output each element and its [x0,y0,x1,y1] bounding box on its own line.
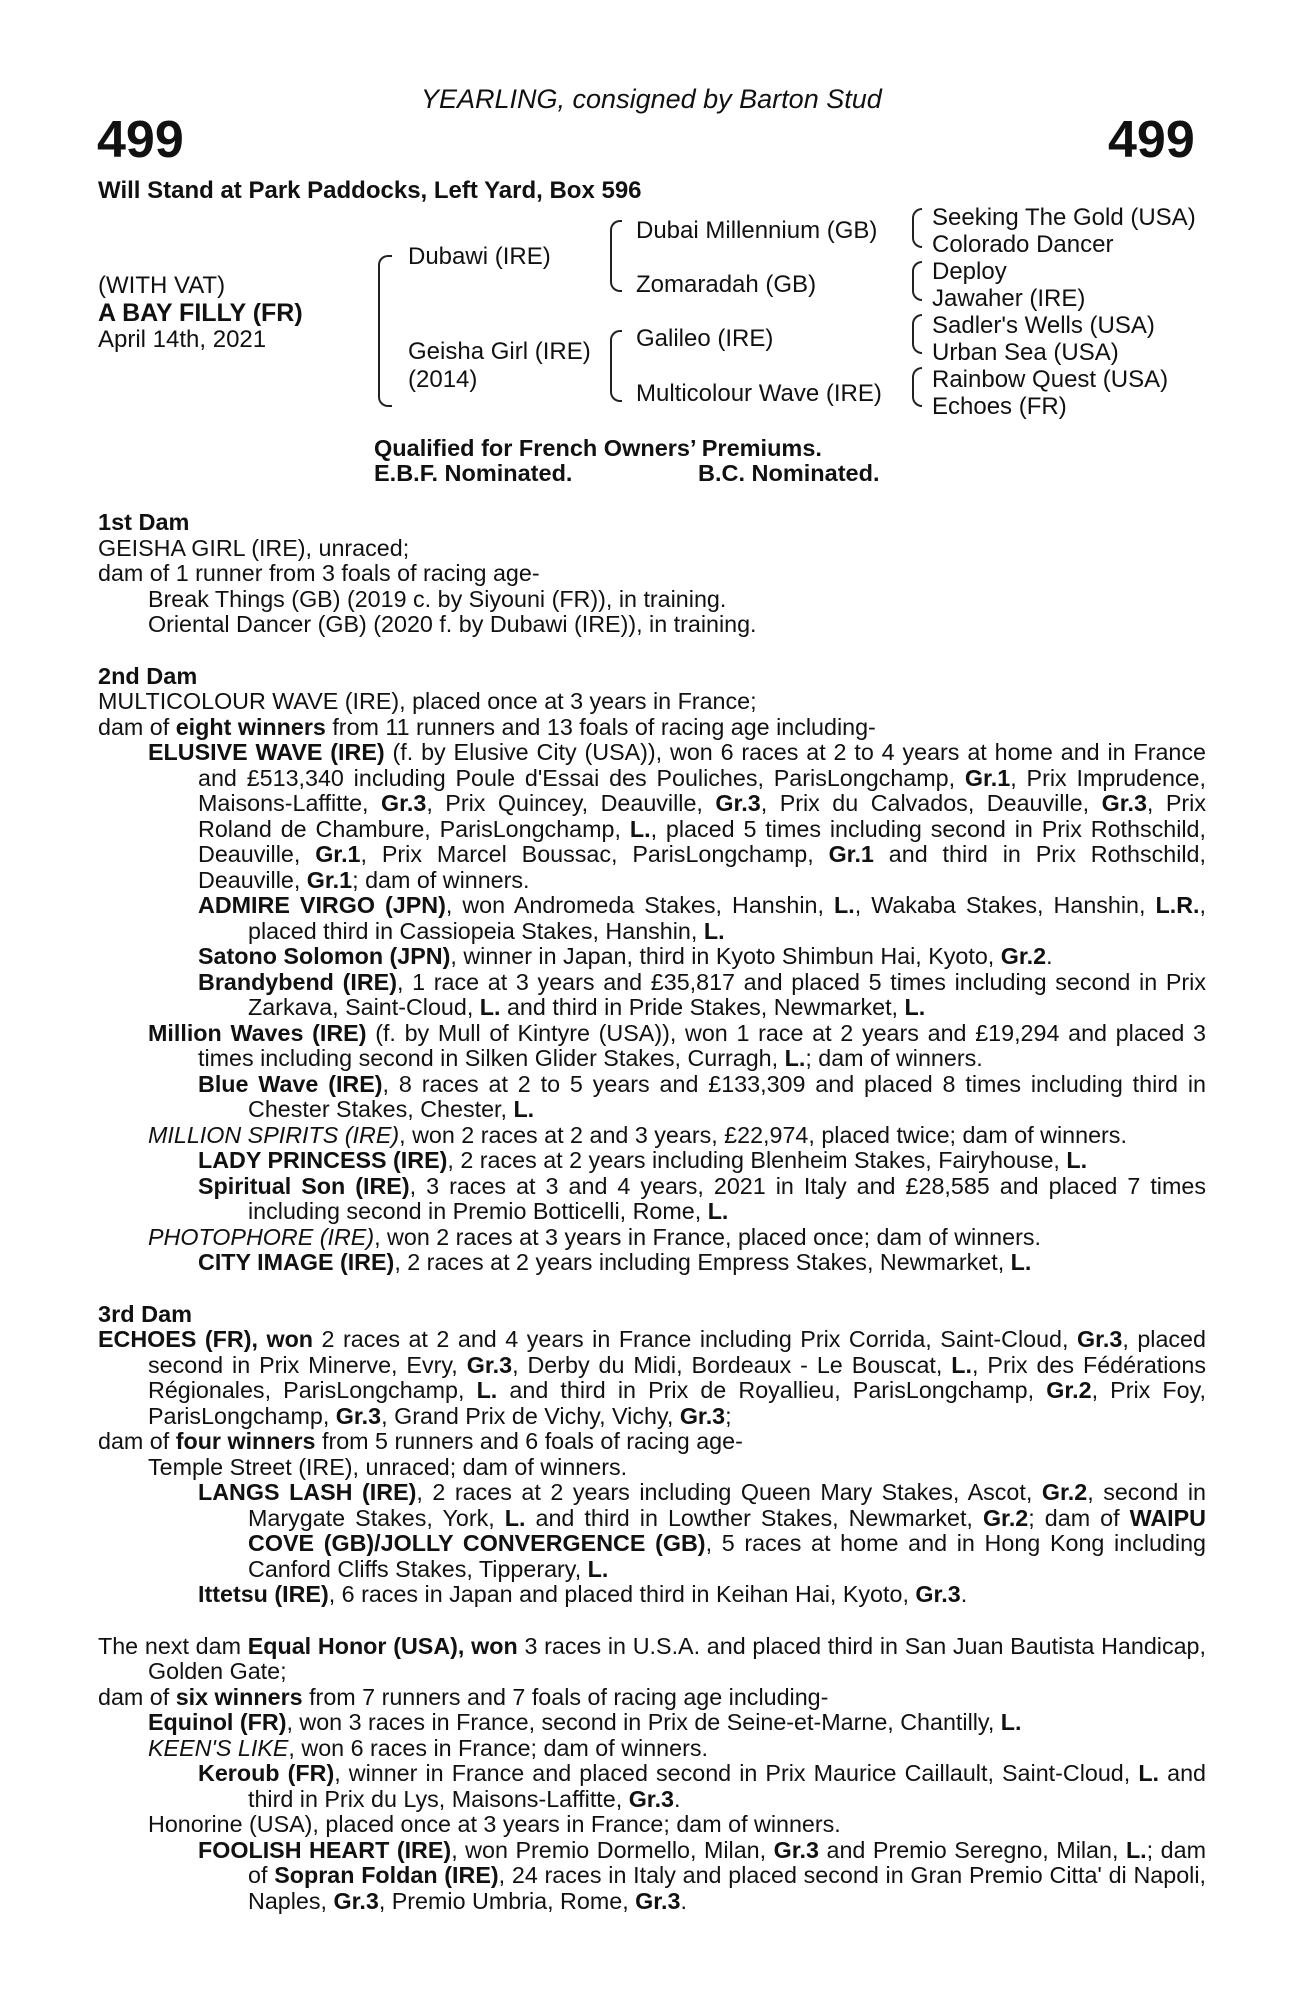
produce-entry: Keroub (FR), winner in France and placed second in Prix Maurice Caillault, Saint-Cloud, L. and third in Prix du Lys, Maisons-Laffitte, Gr.3. [198,1760,1206,1812]
produce-entry: CITY IMAGE (IRE), 2 races at 2 years including Empress Stakes, Newmarket, L. [198,1249,1032,1275]
produce-entry: KEEN'S LIKE, won 6 races in France; dam of winners. [148,1734,708,1761]
horse-name: A BAY FILLY (FR) [98,299,303,327]
section-heading-2nd-dam: 2nd Dam [98,662,198,689]
pedigree-ggp: Deploy [932,258,1007,285]
third-dam-summary: dam of four winners from 5 runners and 6 foals of racing age- [98,1428,743,1454]
catalogue-body [98,510,1206,1914]
first-dam-line: dam of 1 runner from 3 foals of racing age- [98,560,540,586]
produce-entry: FOOLISH HEART (IRE), won Premio Dormello, Milan, Gr.3 and Premio Seregno, Milan, L.; dam of Sopran Foldan (IRE), 24 races in Italy and placed second in Gran Premio Citta' di Napoli, Naples, Gr.3, Premio Umbria, Rome, Gr.3. [198,1836,1207,1914]
pedigree-ggp: Echoes (FR) [932,393,1067,420]
pedigree-brace-ggp2 [912,261,922,301]
section-heading-3rd-dam: 3rd Dam [98,1300,193,1327]
pedigree-brace-dam [610,330,622,402]
section-heading-1st-dam: 1st Dam [98,509,190,535]
first-dam-produce: Oriental Dancer (GB) (2020 f. by Dubawi (IRE)), in training. [148,611,757,637]
pedigree-sire-dam: Zomaradah (GB) [636,271,817,298]
pedigree-brace-sire [610,220,622,292]
produce-entry: Spiritual Son (IRE), 3 races at 3 and 4 years, 2021 in Italy and £28,585 and placed 7 times including second in Premio Botticelli, Rome, L. [198,1172,1206,1224]
produce-entry: Blue Wave (IRE), 8 races at 2 to 5 years and £133,309 and placed 8 times including third in Chester Stakes, Chester, L. [198,1070,1206,1122]
pedigree-ggp: Seeking The Gold (USA) [932,204,1196,231]
pedigree-ggp: Urban Sea (USA) [932,339,1119,366]
pedigree-dam: Geisha Girl (IRE) [408,338,591,365]
pedigree-ggp: Jawaher (IRE) [932,285,1086,312]
pedigree-dam-year: (2014) [408,366,478,393]
bc-note: B.C. Nominated. [698,460,880,486]
pedigree-dam-sire: Galileo (IRE) [636,325,774,352]
produce-entry: Honorine (USA), placed once at 3 years in France; dam of winners. [148,1811,841,1837]
pedigree-brace-main [378,255,392,407]
ebf-note: E.B.F. Nominated. [374,460,573,486]
produce-entry: ELUSIVE WAVE (IRE) (f. by Elusive City (USA)), won 6 races at 2 to 4 years at home and in France and £513,340 including Poule d'Essai des Pouliches, ParisLongchamp, Gr.1, Prix Imprudence, Maisons-Laffitte, Gr.3, Prix Quincey, Deauville, Gr.3, Prix du Calvados, Deauville, Gr.3, Prix Roland de Chambure, ParisLongchamp, L., placed 5 times including second in Prix Rothschild, Deauville, Gr.1, Prix Marcel Boussac, ParisLongchamp, Gr.1 and third in Prix Rothschild, Deauville, Gr.1; dam of winners. [148,739,1207,893]
lot-number-left: 499 [97,111,184,169]
lot-number-right: 499 [1108,111,1195,169]
pedigree-brace-ggp4 [912,367,922,407]
produce-entry: Satono Solomon (JPN), winner in Japan, third in Kyoto Shimbun Hai, Kyoto, Gr.2. [198,943,1053,969]
pedigree-ggp: Colorado Dancer [932,231,1114,258]
next-dam-entry: The next dam Equal Honor (USA), won 3 races in U.S.A. and placed third in San Juan Bautista Handicap, Golden Gate; [98,1632,1206,1684]
pedigree-ggp: Sadler's Wells (USA) [932,312,1155,339]
produce-entry: LADY PRINCESS (IRE), 2 races at 2 years including Blenheim Stakes, Fairyhouse, L. [198,1147,1088,1173]
first-dam-line: GEISHA GIRL (IRE), unraced; [98,534,410,561]
pedigree-sire-sire: Dubai Millennium (GB) [636,217,878,244]
second-dam-line: MULTICOLOUR WAVE (IRE), placed once at 3 years in France; [98,688,757,714]
vat-note: (WITH VAT) [98,272,226,299]
page-title: YEARLING, consigned by Barton Stud [421,84,882,114]
produce-entry: Million Waves (IRE) (f. by Mull of Kintyre (USA)), won 1 race at 2 years and £19,294 and placed 3 times including second in Silken Glider Stakes, Curragh, L.; dam of winners. [148,1019,1206,1071]
produce-entry: MILLION SPIRITS (IRE), won 2 races at 2 and 3 years, £22,974, placed twice; dam of winners. [148,1121,1127,1148]
pedigree-dam-dam: Multicolour Wave (IRE) [636,380,882,407]
french-premiums-note: Qualified for French Owners’ Premiums. [374,435,822,461]
pedigree-brace-ggp1 [912,208,922,248]
produce-entry: Temple Street (IRE), unraced; dam of winners. [148,1453,628,1480]
produce-entry: Brandybend (IRE), 1 race at 3 years and £35,817 and placed 5 times including second in Prix Zarkava, Saint-Cloud, L. and third in Pride Stakes, Newmarket, L. [198,968,1206,1020]
produce-entry: ADMIRE VIRGO (JPN), won Andromeda Stakes, Hanshin, L., Wakaba Stakes, Hanshin, L.R., placed third in Cassiopeia Stakes, Hanshin, L. [198,892,1207,944]
stand-location: Will Stand at Park Paddocks, Left Yard, Box 596 [98,177,642,204]
produce-entry: PHOTOPHORE (IRE), won 2 races at 3 years in France, placed once; dam of winners. [148,1223,1041,1250]
produce-entry: Equinol (FR), won 3 races in France, second in Prix de Seine-et-Marne, Chantilly, L. [148,1709,1022,1735]
produce-entry: LANGS LASH (IRE), 2 races at 2 years including Queen Mary Stakes, Ascot, Gr.2, second in Marygate Stakes, York, L. and third in Lowther Stakes, Newmarket, Gr.2; dam of WAIPU COVE (GB)/JOLLY CONVERGENCE (GB), 5 races at home and in Hong Kong including Canford Cliffs Stakes, Tipperary, L. [198,1479,1207,1582]
pedigree-brace-ggp3 [912,314,922,354]
next-dam-summary: dam of six winners from 7 runners and 7 foals of racing age including- [98,1683,829,1710]
pedigree-ggp: Rainbow Quest (USA) [932,366,1169,393]
second-dam-summary: dam of eight winners from 11 runners and 13 foals of racing age including- [98,713,876,740]
pedigree-sire: Dubawi (IRE) [408,243,551,270]
produce-entry: Ittetsu (IRE), 6 races in Japan and placed third in Keihan Hai, Kyoto, Gr.3. [198,1581,968,1607]
third-dam-entry: ECHOES (FR), won 2 races at 2 and 4 years in France including Prix Corrida, Saint-Cloud, Gr.3, placed second in Prix Minerve, Evry, Gr.3, Derby du Midi, Bordeaux - Le Bouscat, L., Prix des Fédérations Régionales, ParisLongchamp, L. and third in Prix de Royallieu, ParisLongchamp, Gr.2, Prix Foy, ParisLongchamp, Gr.3, Grand Prix de Vichy, Vichy, Gr.3; [98,1326,1206,1429]
first-dam-produce: Break Things (GB) (2019 c. by Siyouni (FR)), in training. [148,585,727,612]
foaling-date: April 14th, 2021 [98,326,267,353]
